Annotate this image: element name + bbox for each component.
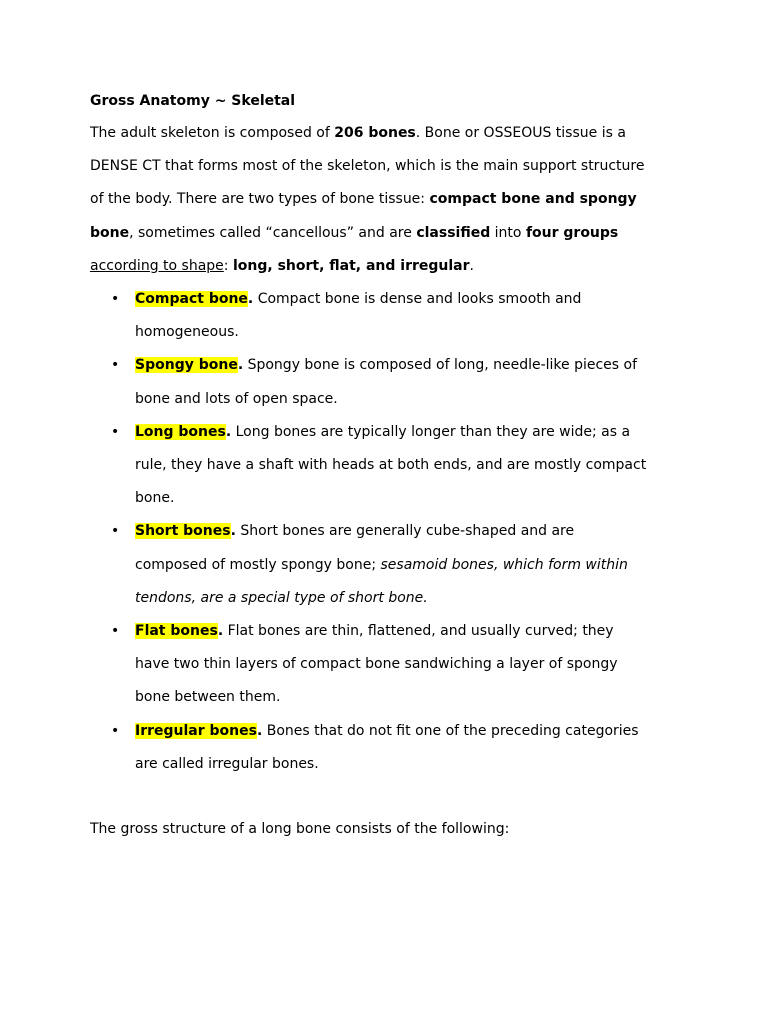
item-description: Bones that do not fit one of the preceding categories are called irregular bones. bbox=[135, 722, 639, 772]
intro-paragraph bbox=[90, 117, 650, 283]
list-item bbox=[90, 515, 650, 615]
highlighted-term: Long bones bbox=[135, 423, 226, 440]
term-period: . bbox=[237, 357, 244, 374]
intro-text: . Bone or OSSEOUS tissue is a DENSE CT that forms most of the skeleton, which is the main support structure of the body. There are two types of bone tissue: bbox=[90, 125, 645, 208]
bone-count: 206 bones bbox=[334, 125, 416, 141]
intro-text: : bbox=[223, 257, 233, 274]
term-period: . bbox=[256, 722, 263, 739]
highlighted-term: Flat bones bbox=[135, 623, 218, 640]
list-item bbox=[90, 349, 650, 415]
highlighted-term: Short bones bbox=[135, 523, 231, 540]
item-description: Short bones are generally cube-shaped and are composed of mostly spongy bone; bbox=[135, 523, 575, 573]
bone-shape-list: long, short, flat, and irregular bbox=[232, 257, 470, 274]
item-description: Long bones are typically longer than they are wide; as a rule, they have a shaft with heads at both ends, and are mostly compact bone. bbox=[135, 423, 647, 507]
highlighted-term: Spongy bone bbox=[135, 357, 238, 374]
item-description: Flat bones are thin, flattened, and usually curved; they have two thin layers of compact bone sandwiching a layer of spongy bone between them. bbox=[135, 623, 618, 706]
document-title: Gross Anatomy ~ Skeletal bbox=[90, 93, 296, 109]
tissue-types: compact bone and spongy bone bbox=[90, 191, 637, 241]
list-item bbox=[90, 416, 650, 516]
term-period: . bbox=[225, 423, 232, 440]
item-description: Spongy bone is composed of long, needle-like pieces of bone and lots of open space. bbox=[135, 357, 638, 407]
intro-text: . bbox=[469, 257, 474, 274]
intro-text: into bbox=[490, 224, 526, 241]
highlighted-term: Compact bone bbox=[135, 291, 248, 307]
list-item bbox=[90, 715, 650, 781]
four-groups-term: four groups bbox=[525, 224, 619, 241]
term-period: . bbox=[217, 623, 224, 640]
item-description: Compact bone is dense and looks smooth and homogeneous. bbox=[135, 291, 582, 341]
bone-types-list bbox=[90, 283, 650, 781]
intro-text: The adult skeleton is composed of bbox=[90, 125, 335, 141]
term-period: . bbox=[247, 291, 254, 307]
list-item bbox=[90, 283, 650, 349]
according-to-shape: according to shape bbox=[90, 257, 224, 274]
classified-term: classified bbox=[416, 224, 491, 241]
term-period: . bbox=[230, 523, 236, 540]
highlighted-term: Irregular bones bbox=[135, 722, 257, 739]
intro-text: , sometimes called “cancellous” and are bbox=[129, 224, 417, 241]
list-item bbox=[90, 615, 650, 715]
italic-note: sesamoid bones, which form within tendons, are a special type of short bone. bbox=[135, 556, 628, 606]
closing-paragraph: The gross structure of a long bone consists of the following: bbox=[90, 821, 510, 837]
